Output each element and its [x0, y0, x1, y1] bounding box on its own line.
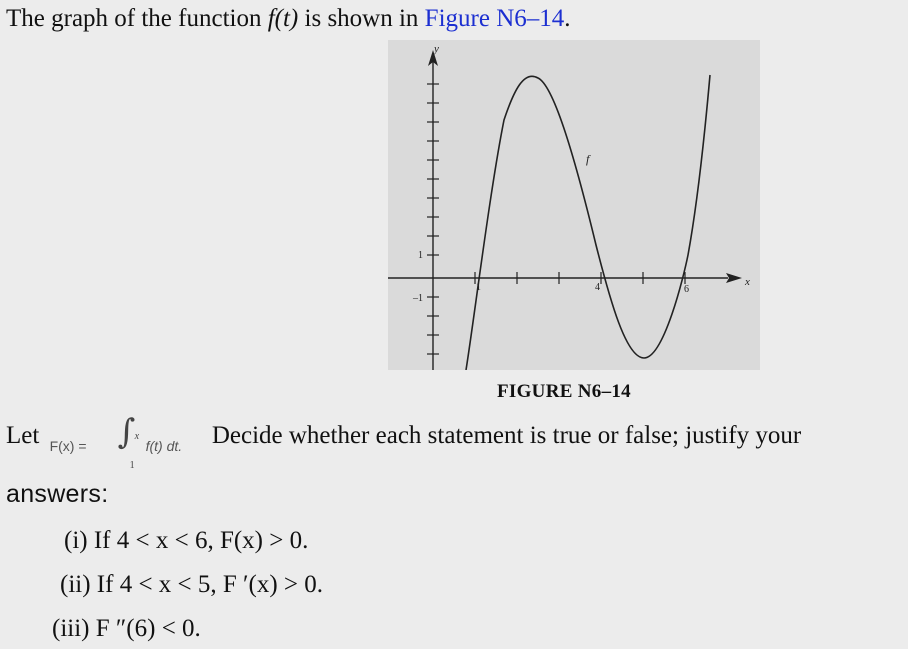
- figure-caption: FIGURE N6–14: [497, 381, 631, 402]
- intro-suffix: .: [564, 5, 571, 32]
- tick-label-y-1: 1: [418, 250, 423, 261]
- integrand: f(t) dt.: [145, 438, 183, 454]
- integral-definition: [46, 412, 206, 471]
- answers-label: answers:: [6, 480, 109, 508]
- graph-svg: [388, 40, 760, 370]
- function-name: f(t): [267, 5, 299, 32]
- intro-line: [6, 0, 571, 38]
- curve-label: f: [586, 152, 590, 166]
- integral-lower-limit: 1: [129, 460, 135, 471]
- figure-link[interactable]: Figure N6–14: [424, 5, 565, 32]
- let-word: Let: [6, 422, 40, 449]
- integral-upper-limit: x: [134, 431, 140, 442]
- tick-label-y-neg-1: –1: [413, 293, 423, 304]
- x-axis-label: x: [745, 276, 750, 288]
- question-line: [6, 412, 802, 471]
- intro-middle: is shown in: [304, 5, 419, 32]
- integral-sign-icon: ∫: [117, 412, 136, 452]
- tick-label-x-4: 4: [595, 282, 600, 293]
- y-axis-label: y: [434, 43, 439, 55]
- x-axis-arrow: [726, 273, 742, 283]
- figure-graph: [388, 40, 760, 370]
- intro-prefix: The graph of the function: [6, 5, 262, 32]
- tick-label-x-6: 6: [684, 284, 689, 295]
- statement-i: (i) If 4 < x < 6, F(x) > 0.: [64, 527, 309, 554]
- statement-iii: (iii) F ″(6) < 0.: [52, 615, 201, 642]
- tick-label-x-1: 1: [476, 282, 481, 293]
- f-curve: [466, 75, 710, 370]
- instruction-text: Decide whether each statement is true or false; justify your: [211, 422, 802, 449]
- statement-ii: (ii) If 4 < x < 5, F ′(x) > 0.: [60, 571, 324, 598]
- F-lhs: F(x) =: [49, 438, 87, 454]
